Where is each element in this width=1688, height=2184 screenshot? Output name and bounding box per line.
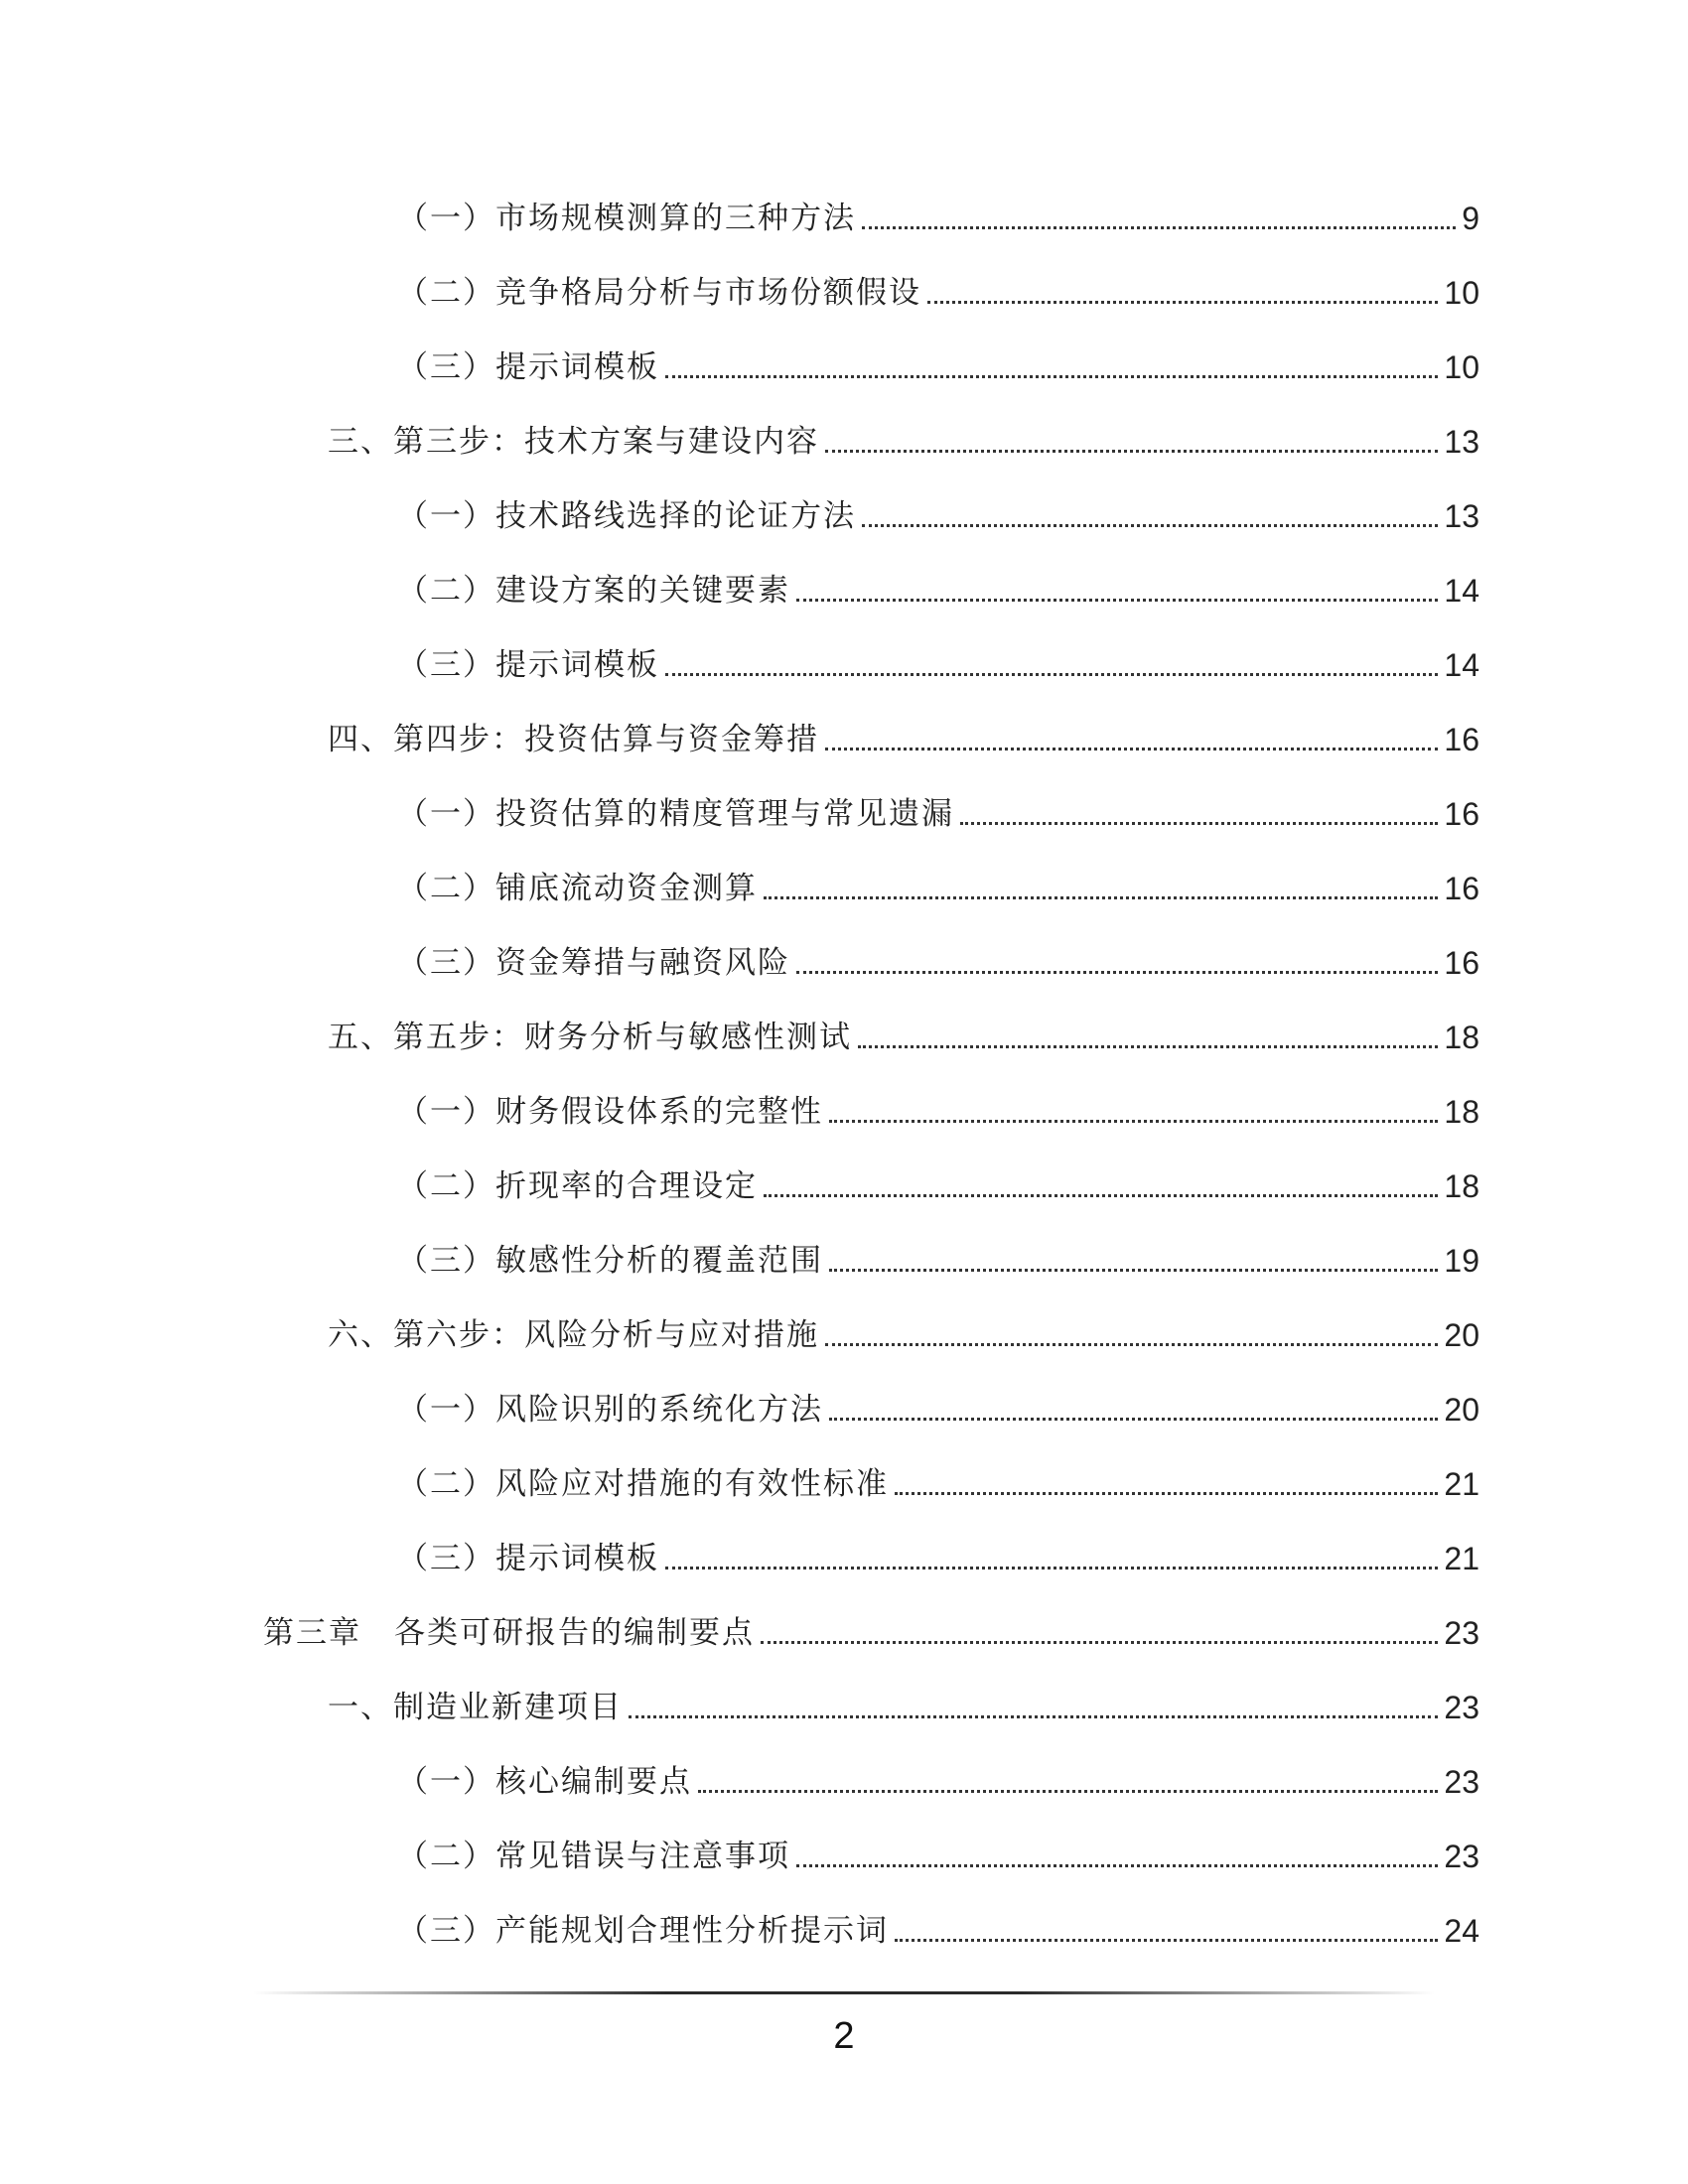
toc-dot-leader xyxy=(629,1715,1438,1718)
page-number: 2 xyxy=(833,2015,855,2057)
toc-entry-page: 23 xyxy=(1444,1615,1479,1651)
toc-dot-leader xyxy=(796,599,1438,602)
toc-dot-leader xyxy=(858,1045,1438,1048)
toc-entry[interactable] xyxy=(397,338,1479,397)
toc-entry-title: （一）投资估算的精度管理与常见遗漏 xyxy=(397,796,954,832)
toc-dot-leader xyxy=(862,226,1456,229)
toc-dot-leader xyxy=(927,301,1438,304)
toc-entry-page: 18 xyxy=(1444,1168,1479,1204)
toc-dot-leader xyxy=(665,673,1438,676)
toc-entry[interactable] xyxy=(397,263,1479,323)
toc-entry[interactable] xyxy=(397,561,1479,620)
toc-entry-page: 24 xyxy=(1444,1913,1479,1949)
toc-dot-leader xyxy=(895,1939,1438,1942)
toc-entry[interactable] xyxy=(397,933,1479,993)
toc-entry[interactable] xyxy=(328,1305,1479,1365)
footer-divider xyxy=(253,1991,1435,1994)
toc-entry-title: （一）核心编制要点 xyxy=(397,1764,692,1800)
toc-entry-page: 16 xyxy=(1444,722,1479,757)
toc-dot-leader xyxy=(761,1641,1438,1644)
toc-dot-leader xyxy=(764,1194,1438,1197)
toc-entry-page: 14 xyxy=(1444,573,1479,609)
toc-entry[interactable] xyxy=(397,784,1479,844)
toc-entry[interactable] xyxy=(397,189,1479,248)
toc-entry-title: （三）提示词模板 xyxy=(397,1541,659,1576)
toc-entry[interactable] xyxy=(397,486,1479,546)
toc-entry-title: （三）敏感性分析的覆盖范围 xyxy=(397,1243,823,1279)
toc-dot-leader xyxy=(829,1120,1438,1123)
toc-entry-page: 20 xyxy=(1444,1317,1479,1353)
toc-entry-page: 14 xyxy=(1444,647,1479,683)
toc-entry-title: （二）常见错误与注意事项 xyxy=(397,1839,790,1874)
toc-entry-title: （二）折现率的合理设定 xyxy=(397,1168,758,1204)
toc-entry-title: （二）铺底流动资金测算 xyxy=(397,871,758,906)
toc-entry-page: 10 xyxy=(1444,275,1479,311)
toc-dot-leader xyxy=(960,822,1438,825)
toc-entry-page: 23 xyxy=(1444,1764,1479,1800)
toc-entry-page: 16 xyxy=(1444,871,1479,906)
toc-entry-title: 第三章 各类可研报告的编制要点 xyxy=(263,1615,755,1651)
toc-entry-title: （一）财务假设体系的完整性 xyxy=(397,1094,823,1130)
toc-entry[interactable] xyxy=(328,412,1479,472)
toc-entry-title: 五、第五步：财务分析与敏感性测试 xyxy=(328,1020,852,1055)
toc-dot-leader xyxy=(862,524,1438,527)
toc-dot-leader xyxy=(665,375,1438,378)
toc-entry-title: （一）技术路线选择的论证方法 xyxy=(397,498,856,534)
toc-entry-page: 21 xyxy=(1444,1541,1479,1576)
toc-entry-title: （三）产能规划合理性分析提示词 xyxy=(397,1913,889,1949)
toc-entry[interactable] xyxy=(397,1157,1479,1216)
toc-entry-title: 六、第六步：风险分析与应对措施 xyxy=(328,1317,819,1353)
toc-entry[interactable] xyxy=(397,1529,1479,1588)
toc-dot-leader xyxy=(796,1864,1438,1867)
toc-entry[interactable] xyxy=(397,1901,1479,1961)
toc-entry[interactable] xyxy=(397,1454,1479,1514)
toc-entry[interactable] xyxy=(397,1231,1479,1291)
toc-entry[interactable] xyxy=(397,859,1479,918)
toc-dot-leader xyxy=(825,450,1438,453)
toc-entry-title: （二）风险应对措施的有效性标准 xyxy=(397,1466,889,1502)
toc-dot-leader xyxy=(825,748,1438,751)
toc-entry[interactable] xyxy=(328,1678,1479,1737)
toc-entry-page: 10 xyxy=(1444,349,1479,385)
toc-entry-page: 18 xyxy=(1444,1094,1479,1130)
toc-dot-leader xyxy=(796,971,1438,974)
toc-entry-page: 23 xyxy=(1444,1690,1479,1725)
toc-entry-page: 9 xyxy=(1462,201,1479,236)
toc-entry-page: 20 xyxy=(1444,1392,1479,1428)
toc-entry-page: 19 xyxy=(1444,1243,1479,1279)
toc-dot-leader xyxy=(829,1418,1438,1421)
toc-entry-title: （一）市场规模测算的三种方法 xyxy=(397,201,856,236)
toc-entry[interactable] xyxy=(397,1827,1479,1886)
toc-dot-leader xyxy=(698,1790,1438,1793)
toc-entry-title: （三）资金筹措与融资风险 xyxy=(397,945,790,981)
toc-entry[interactable] xyxy=(397,1082,1479,1142)
toc-entry-page: 13 xyxy=(1444,498,1479,534)
toc-entry-title: （二）竞争格局分析与市场份额假设 xyxy=(397,275,921,311)
toc-entry[interactable] xyxy=(397,635,1479,695)
toc-dot-leader xyxy=(895,1492,1438,1495)
toc-entry-title: （三）提示词模板 xyxy=(397,647,659,683)
toc-entry-title: （三）提示词模板 xyxy=(397,349,659,385)
toc-dot-leader xyxy=(825,1343,1438,1346)
toc-entry-page: 23 xyxy=(1444,1839,1479,1874)
toc-entry[interactable] xyxy=(328,1008,1479,1067)
toc-entry-page: 18 xyxy=(1444,1020,1479,1055)
toc-entry-title: 一、制造业新建项目 xyxy=(328,1690,623,1725)
toc-entry-page: 21 xyxy=(1444,1466,1479,1502)
toc-entry-page: 16 xyxy=(1444,796,1479,832)
toc-entry[interactable] xyxy=(328,710,1479,769)
toc-dot-leader xyxy=(665,1567,1438,1570)
toc-entry-title: （二）建设方案的关键要素 xyxy=(397,573,790,609)
toc-entry[interactable] xyxy=(397,1752,1479,1812)
toc-entry[interactable] xyxy=(397,1380,1479,1439)
toc-entry[interactable] xyxy=(263,1603,1479,1663)
toc-entry-page: 13 xyxy=(1444,424,1479,460)
toc-dot-leader xyxy=(829,1269,1438,1272)
toc-entry-title: 三、第三步：技术方案与建设内容 xyxy=(328,424,819,460)
toc-entry-page: 16 xyxy=(1444,945,1479,981)
toc-entry-title: （一）风险识别的系统化方法 xyxy=(397,1392,823,1428)
toc-entry-title: 四、第四步：投资估算与资金筹措 xyxy=(328,722,819,757)
toc-dot-leader xyxy=(764,896,1438,899)
